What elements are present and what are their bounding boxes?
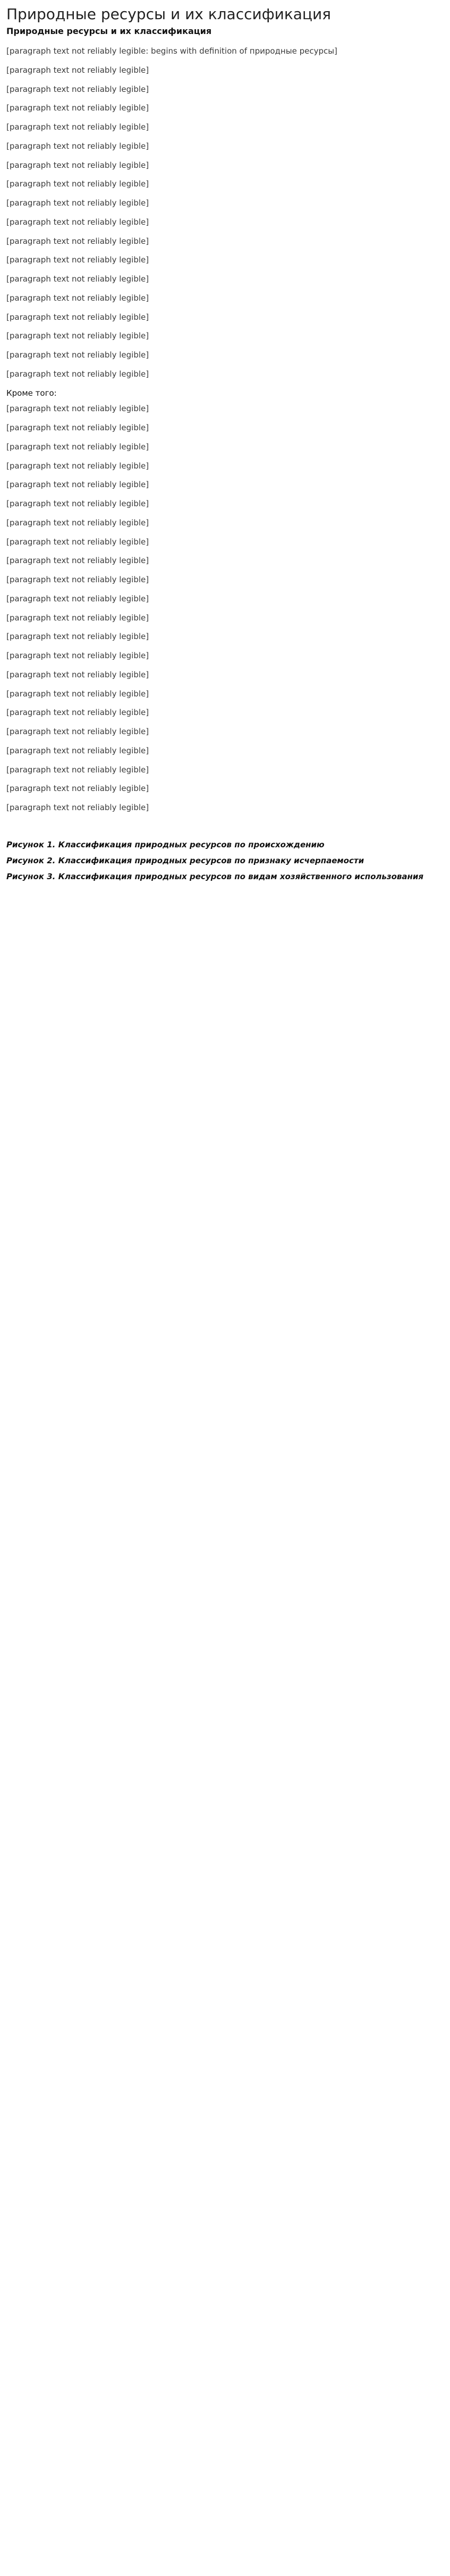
section-spacer <box>6 821 444 826</box>
text-block: [paragraph text not reliably legible] <box>6 441 149 452</box>
figure-caption-1: Рисунок 1. Классификация природных ресурсов по происхождению <box>6 839 325 849</box>
text-block: [paragraph text not reliably legible] <box>6 803 149 812</box>
text-block: [paragraph text not reliably legible] <box>6 613 149 623</box>
text-block: [paragraph text not reliably legible] <box>6 312 149 322</box>
text-block: [paragraph text not reliably legible] <box>6 669 149 679</box>
text-block: [paragraph text not reliably legible] <box>6 350 149 360</box>
text-block: [paragraph text not reliably legible] <box>6 65 149 75</box>
text-block: [paragraph text not reliably legible] <box>6 537 149 547</box>
text-block: [paragraph text not reliably legible] <box>6 293 149 303</box>
text-block: [paragraph text not reliably legible] <box>6 480 149 490</box>
text-block: [paragraph text not reliably legible] <box>6 179 149 189</box>
text-block: [paragraph text not reliably legible] <box>6 784 149 794</box>
text-block: [paragraph text not reliably legible] <box>6 556 149 566</box>
text-block: [paragraph text not reliably legible] <box>6 369 149 379</box>
text-block: [paragraph text not reliably legible: begins with definition of природные ресурсы] <box>6 46 337 56</box>
text-block: [paragraph text not reliably legible] <box>6 404 149 414</box>
text-block: [paragraph text not reliably legible] <box>6 499 149 508</box>
text-block: [paragraph text not reliably legible] <box>6 255 149 265</box>
text-block: [paragraph text not reliably legible] <box>6 198 149 208</box>
text-block: [paragraph text not reliably legible] <box>6 160 149 170</box>
text-block: [paragraph text not reliably legible] <box>6 84 149 94</box>
text-block: [paragraph text not reliably legible] <box>6 274 149 284</box>
figure-caption-3: Рисунок 3. Классификация природных ресурсов по видам хозяйственного использования <box>6 872 424 882</box>
text-block: [paragraph text not reliably legible] <box>6 103 149 113</box>
figure-captions <box>6 839 444 882</box>
document-page <box>0 0 450 898</box>
figure-caption-2: Рисунок 2. Классификация природных ресурсов по признаку исчерпаемости <box>6 856 364 865</box>
text-block: [paragraph text not reliably legible] <box>6 745 149 755</box>
text-block: [paragraph text not reliably legible] <box>6 461 149 471</box>
page-subtitle: Природные ресурсы и их классификация <box>6 26 212 36</box>
text-block: [paragraph text not reliably legible] <box>6 632 149 642</box>
text-block: [paragraph text not reliably legible] <box>6 331 149 341</box>
text-block: [paragraph text not reliably legible] <box>6 708 149 718</box>
page-title: Природные ресурсы и их классификация <box>6 5 331 23</box>
section-label: Кроме того: <box>6 388 57 398</box>
text-block: [paragraph text not reliably legible] <box>6 141 149 151</box>
text-block: [paragraph text not reliably legible] <box>6 423 149 432</box>
text-block: [paragraph text not reliably legible] <box>6 517 149 528</box>
text-block: [paragraph text not reliably legible] <box>6 236 149 246</box>
text-block: [paragraph text not reliably legible] <box>6 727 149 736</box>
text-block: [paragraph text not reliably legible] <box>6 593 149 603</box>
text-block: [paragraph text not reliably legible] <box>6 217 149 227</box>
text-block: [paragraph text not reliably legible] <box>6 575 149 584</box>
text-block: [paragraph text not reliably legible] <box>6 122 149 132</box>
text-block: [paragraph text not reliably legible] <box>6 764 149 775</box>
text-block: [paragraph text not reliably legible] <box>6 688 149 699</box>
text-block: [paragraph text not reliably legible] <box>6 651 149 660</box>
